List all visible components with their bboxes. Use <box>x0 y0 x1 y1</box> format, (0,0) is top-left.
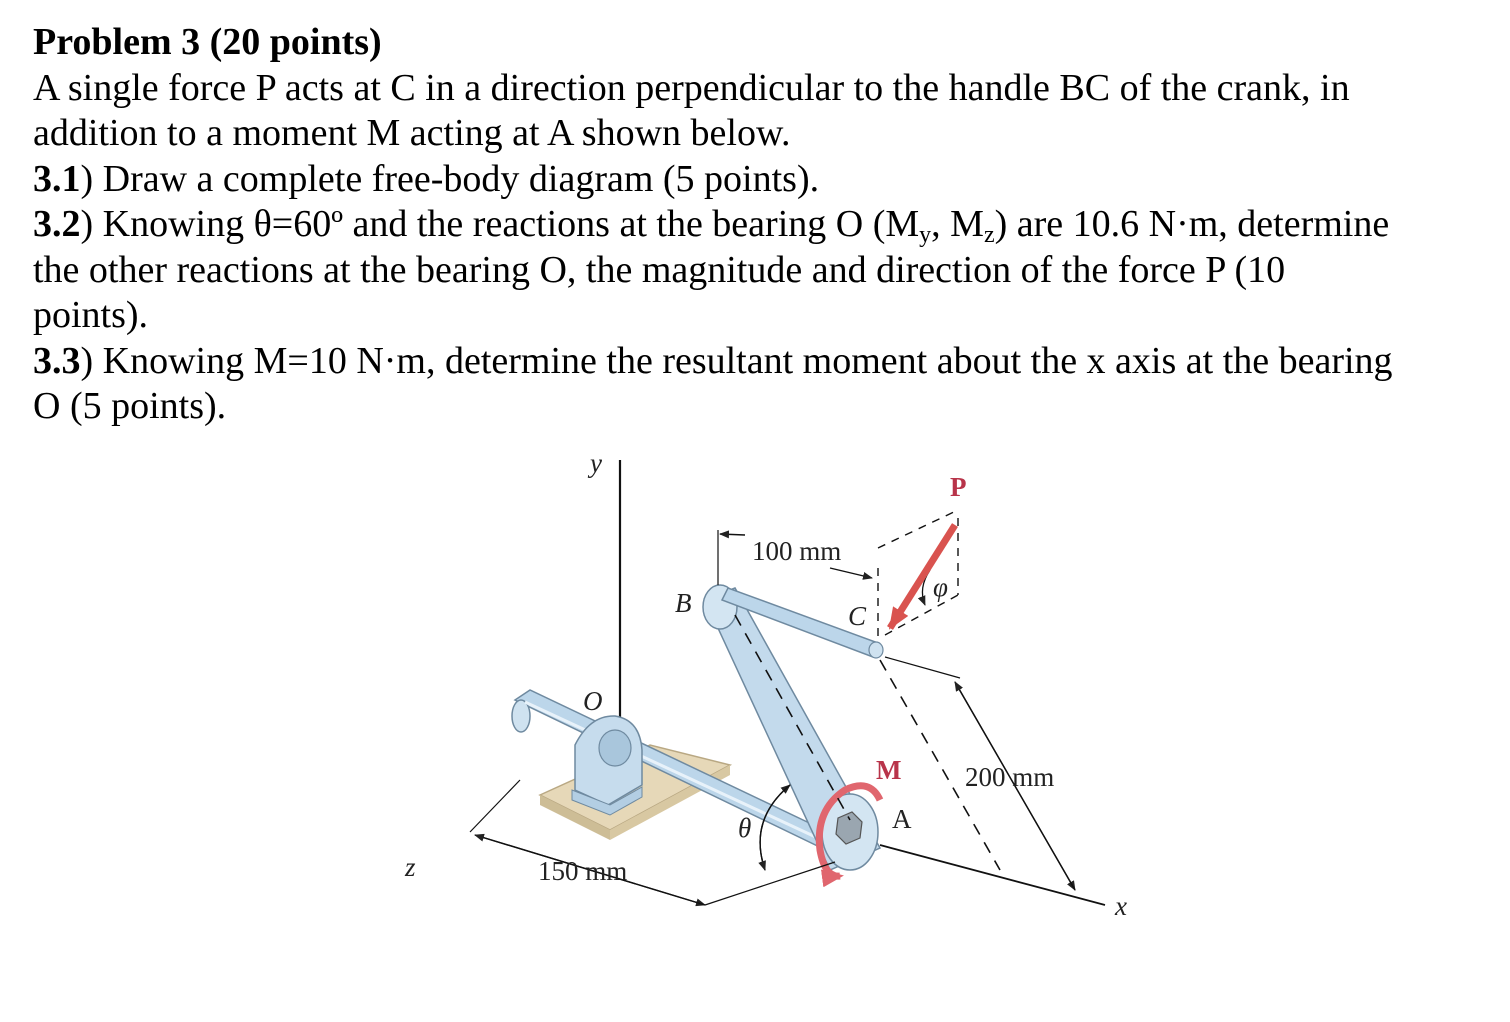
dimension-100-line <box>830 568 872 578</box>
question-3-3-line-2: O (5 points). <box>33 385 227 427</box>
question-3-2-line-2: the other reactions at the bearing O, the magnitude and direction of the force P (10 <box>33 248 1286 291</box>
question-number: 3.3 <box>33 339 81 382</box>
shaft-end <box>512 700 530 732</box>
z-axis-label: z <box>405 852 416 882</box>
question-number: 3.2 <box>33 203 81 245</box>
problem-title: Problem 3 (20 points) <box>33 21 382 63</box>
moment-m-label: M <box>876 755 902 785</box>
question-text: ) Draw a complete free-body diagram (5 points). <box>80 157 820 200</box>
handle-end-c <box>869 642 883 658</box>
subscript-z: z <box>983 222 995 248</box>
origin-label: O <box>583 686 603 716</box>
phi-label: φ <box>933 572 948 602</box>
question-3-2-line-3: points). <box>33 294 149 336</box>
bearing-bore <box>599 730 631 766</box>
x-axis-line <box>880 845 1105 905</box>
point-c-label: C <box>848 601 867 631</box>
question-text: , M <box>931 203 984 245</box>
theta-label: θ <box>738 813 752 843</box>
intro-line-1: A single force P acts at C in a direction perpendicular to the handle BC of the crank, in <box>33 66 1350 109</box>
dimension-200-label: 200 mm <box>965 762 1055 792</box>
force-p-label: P <box>950 472 967 502</box>
dimension-100-label: 100 mm <box>752 536 842 566</box>
point-a-label: A <box>892 804 912 834</box>
y-axis-label: y <box>590 448 602 478</box>
question-text: ) Knowing M=10 N·m, determine the resultant moment about the x axis at the bearing <box>80 339 1393 382</box>
question-text: ) Knowing θ=60º and the reactions at the bearing O (M <box>80 203 920 245</box>
dimension-150-label: 150 mm <box>538 856 628 886</box>
extension-line <box>885 657 960 678</box>
x-axis-label: x <box>1115 891 1127 921</box>
intro-line-2: addition to a moment M acting at A shown below. <box>33 112 791 154</box>
subscript-y: y <box>919 222 932 248</box>
extension-line <box>705 862 835 905</box>
question-number: 3.1 <box>33 157 81 200</box>
question-text: ) are 10.6 N·m, determine <box>994 203 1390 245</box>
dimension-100-line <box>720 534 745 535</box>
point-b-label: B <box>675 588 692 618</box>
extension-line <box>470 780 520 832</box>
